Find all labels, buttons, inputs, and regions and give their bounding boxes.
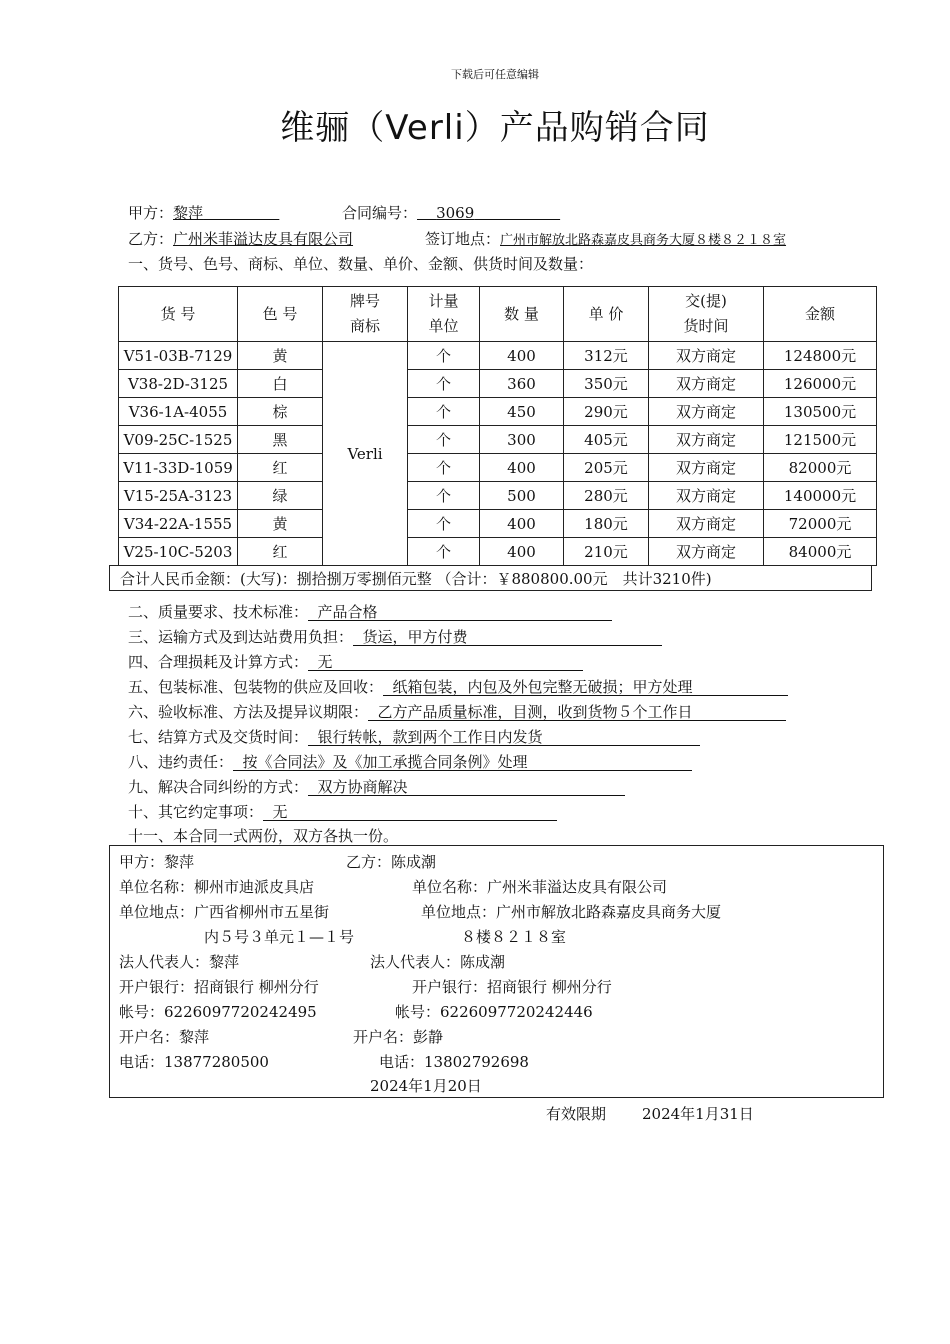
party-b-name: 乙方：陈成潮 bbox=[346, 853, 437, 871]
header-amount: 金额 bbox=[764, 287, 877, 342]
quantity-cell: 400 bbox=[480, 510, 564, 538]
clause-row bbox=[128, 801, 557, 822]
item-no-cell: V36-1A-4055 bbox=[119, 398, 238, 426]
contract-no-row bbox=[342, 202, 560, 223]
header-quantity: 数 量 bbox=[480, 287, 564, 342]
party-b-address-2: ８楼８２１８室 bbox=[461, 928, 567, 946]
party-a-phone: 电话：13877280500 bbox=[119, 1053, 269, 1071]
table-row bbox=[119, 538, 877, 566]
clause-value: 货运，甲方付费 bbox=[353, 629, 662, 646]
quantity-cell: 300 bbox=[480, 426, 564, 454]
color-cell: 红 bbox=[238, 538, 323, 566]
quantity-cell: 450 bbox=[480, 398, 564, 426]
item-no-cell: V09-25C-1525 bbox=[119, 426, 238, 454]
unit-cell: 个 bbox=[408, 426, 480, 454]
party-a-label: 甲方： bbox=[128, 204, 174, 222]
total-amount: 合计人民币金额：(大写)：捌拾捌万零捌佰元整 （合计：￥880800.00元 共计3210件) bbox=[109, 565, 872, 591]
unit-price-cell: 280元 bbox=[564, 482, 649, 510]
clause-label: 十、其它约定事项： bbox=[128, 803, 264, 821]
amount-cell: 82000元 bbox=[764, 454, 877, 482]
color-cell: 黑 bbox=[238, 426, 323, 454]
amount-cell: 124800元 bbox=[764, 342, 877, 370]
delivery-time-cell: 双方商定 bbox=[649, 342, 764, 370]
table-row bbox=[119, 426, 877, 454]
clause-row bbox=[128, 601, 612, 622]
sign-place-row bbox=[425, 228, 786, 249]
unit-price-cell: 205元 bbox=[564, 454, 649, 482]
color-cell: 棕 bbox=[238, 398, 323, 426]
clause-row bbox=[128, 701, 786, 722]
party-b-phone: 电话：13802792698 bbox=[379, 1053, 529, 1071]
amount-cell: 121500元 bbox=[764, 426, 877, 454]
quantity-cell: 400 bbox=[480, 454, 564, 482]
clause-label: 四、合理损耗及计算方式： bbox=[128, 653, 309, 671]
clause-row bbox=[128, 626, 662, 647]
goods-table bbox=[118, 286, 877, 566]
party-a-bank: 开户银行：招商银行 柳州分行 bbox=[119, 978, 319, 996]
clause-row bbox=[128, 651, 583, 672]
delivery-time-cell: 双方商定 bbox=[649, 538, 764, 566]
amount-cell: 72000元 bbox=[764, 510, 877, 538]
party-a-unit: 单位名称：柳州市迪派皮具店 bbox=[119, 878, 315, 896]
color-cell: 红 bbox=[238, 454, 323, 482]
party-a-address-2: 内５号３单元１—１号 bbox=[204, 928, 355, 946]
clause-value: 无 bbox=[263, 804, 557, 821]
quantity-cell: 360 bbox=[480, 370, 564, 398]
unit-price-cell: 312元 bbox=[564, 342, 649, 370]
table-row bbox=[119, 454, 877, 482]
unit-cell: 个 bbox=[408, 482, 480, 510]
clause-label: 三、运输方式及到达站费用负担： bbox=[128, 628, 354, 646]
party-b-address-1: 单位地点：广州市解放北路森嘉皮具商务大厦 bbox=[421, 903, 722, 921]
amount-cell: 130500元 bbox=[764, 398, 877, 426]
delivery-time-cell: 双方商定 bbox=[649, 370, 764, 398]
unit-price-cell: 405元 bbox=[564, 426, 649, 454]
item-no-cell: V15-25A-3123 bbox=[119, 482, 238, 510]
party-b-account-name: 开户名：彭静 bbox=[353, 1028, 444, 1046]
clause-label: 二、质量要求、技术标准： bbox=[128, 603, 309, 621]
unit-cell: 个 bbox=[408, 454, 480, 482]
quantity-cell: 400 bbox=[480, 342, 564, 370]
delivery-time-cell: 双方商定 bbox=[649, 426, 764, 454]
signing-date: 2024年1月20日 bbox=[370, 1077, 482, 1095]
clause-11: 十一、本合同一式两份，双方各执一份。 bbox=[128, 827, 399, 845]
header-note: 下载后可任意编辑 bbox=[451, 68, 539, 81]
color-cell: 白 bbox=[238, 370, 323, 398]
clause-label: 七、结算方式及交货时间： bbox=[128, 728, 309, 746]
header-item-no: 货 号 bbox=[119, 287, 238, 342]
goods-table-body bbox=[119, 342, 877, 566]
party-b-label: 乙方： bbox=[128, 230, 174, 248]
table-header-row bbox=[119, 287, 877, 342]
header-delivery-time: 交(提) 货时间 bbox=[649, 287, 764, 342]
header-color: 色 号 bbox=[238, 287, 323, 342]
quantity-cell: 400 bbox=[480, 538, 564, 566]
party-a-account-name: 开户名：黎萍 bbox=[119, 1028, 210, 1046]
party-b-legal-rep: 法人代表人：陈成潮 bbox=[370, 953, 506, 971]
sign-place-value: 广州市解放北路森嘉皮具商务大厦８楼８２１８室 bbox=[500, 233, 787, 248]
clause-value: 纸箱包装，内包及外包完整无破损；甲方处理 bbox=[383, 679, 788, 696]
party-b-account: 帐号：6226097720242446 bbox=[395, 1003, 593, 1021]
clause-value: 乙方产品质量标准，目测，收到货物５个工作日 bbox=[368, 704, 786, 721]
party-b-bank: 开户银行：招商银行 柳州分行 bbox=[412, 978, 612, 996]
party-b-value: 广州米菲溢达皮具有限公司 bbox=[173, 230, 354, 248]
contract-no-label: 合同编号： bbox=[342, 204, 418, 222]
item-no-cell: V34-22A-1555 bbox=[119, 510, 238, 538]
table-row bbox=[119, 510, 877, 538]
validity-label: 有效限期 bbox=[546, 1105, 607, 1123]
unit-cell: 个 bbox=[408, 398, 480, 426]
party-a-account: 帐号：6226097720242495 bbox=[119, 1003, 317, 1021]
clause-label: 五、包装标准、包装物的供应及回收： bbox=[128, 678, 384, 696]
table-row bbox=[119, 370, 877, 398]
color-cell: 黄 bbox=[238, 342, 323, 370]
clause-value: 按《合同法》及《加工承揽合同条例》处理 bbox=[233, 754, 692, 771]
sign-place-label: 签订地点： bbox=[425, 230, 501, 248]
unit-cell: 个 bbox=[408, 510, 480, 538]
item-no-cell: V25-10C-5203 bbox=[119, 538, 238, 566]
party-a-address-1: 单位地点：广西省柳州市五星街 bbox=[119, 903, 330, 921]
clause-value: 双方协商解决 bbox=[308, 779, 625, 796]
clause-value: 银行转帐，款到两个工作日内发货 bbox=[308, 729, 700, 746]
table-row bbox=[119, 398, 877, 426]
section-1-heading: 一、货号、色号、商标、单位、数量、单价、金额、供货时间及数量： bbox=[128, 255, 594, 273]
clause-value: 无 bbox=[308, 654, 583, 671]
unit-price-cell: 180元 bbox=[564, 510, 649, 538]
table-row bbox=[119, 482, 877, 510]
delivery-time-cell: 双方商定 bbox=[649, 398, 764, 426]
color-cell: 黄 bbox=[238, 510, 323, 538]
clause-row bbox=[128, 726, 700, 747]
quantity-cell: 500 bbox=[480, 482, 564, 510]
header-unit: 计量 单位 bbox=[408, 287, 480, 342]
amount-cell: 84000元 bbox=[764, 538, 877, 566]
clause-row bbox=[128, 751, 692, 772]
clause-label: 六、验收标准、方法及提异议期限： bbox=[128, 703, 369, 721]
item-no-cell: V51-03B-7129 bbox=[119, 342, 238, 370]
contract-no-value: 3069 bbox=[436, 204, 475, 222]
document-title: 维骊（Verli）产品购销合同 bbox=[280, 108, 710, 148]
party-b-row bbox=[128, 228, 353, 249]
delivery-time-cell: 双方商定 bbox=[649, 454, 764, 482]
validity-date: 2024年1月31日 bbox=[642, 1105, 754, 1123]
unit-cell: 个 bbox=[408, 342, 480, 370]
header-brand: 牌号 商标 bbox=[323, 287, 408, 342]
party-a-value: 黎萍 bbox=[173, 204, 204, 222]
clause-row bbox=[128, 776, 625, 797]
header-unit-price: 单 价 bbox=[564, 287, 649, 342]
color-cell: 绿 bbox=[238, 482, 323, 510]
party-a-row bbox=[128, 202, 279, 223]
unit-cell: 个 bbox=[408, 538, 480, 566]
party-a-legal-rep: 法人代表人：黎萍 bbox=[119, 953, 240, 971]
item-no-cell: V11-33D-1059 bbox=[119, 454, 238, 482]
item-no-cell: V38-2D-3125 bbox=[119, 370, 238, 398]
unit-price-cell: 350元 bbox=[564, 370, 649, 398]
unit-price-cell: 290元 bbox=[564, 398, 649, 426]
delivery-time-cell: 双方商定 bbox=[649, 510, 764, 538]
amount-cell: 126000元 bbox=[764, 370, 877, 398]
clause-label: 八、违约责任： bbox=[128, 753, 234, 771]
table-row bbox=[119, 342, 877, 370]
party-b-unit: 单位名称：广州米菲溢达皮具有限公司 bbox=[412, 878, 668, 896]
amount-cell: 140000元 bbox=[764, 482, 877, 510]
clause-value: 产品合格 bbox=[308, 604, 612, 621]
party-a-name: 甲方：黎萍 bbox=[119, 853, 195, 871]
unit-cell: 个 bbox=[408, 370, 480, 398]
brand-cell: Verli bbox=[323, 342, 408, 566]
delivery-time-cell: 双方商定 bbox=[649, 482, 764, 510]
clause-row bbox=[128, 676, 788, 697]
unit-price-cell: 210元 bbox=[564, 538, 649, 566]
clause-label: 九、解决合同纠纷的方式： bbox=[128, 778, 309, 796]
